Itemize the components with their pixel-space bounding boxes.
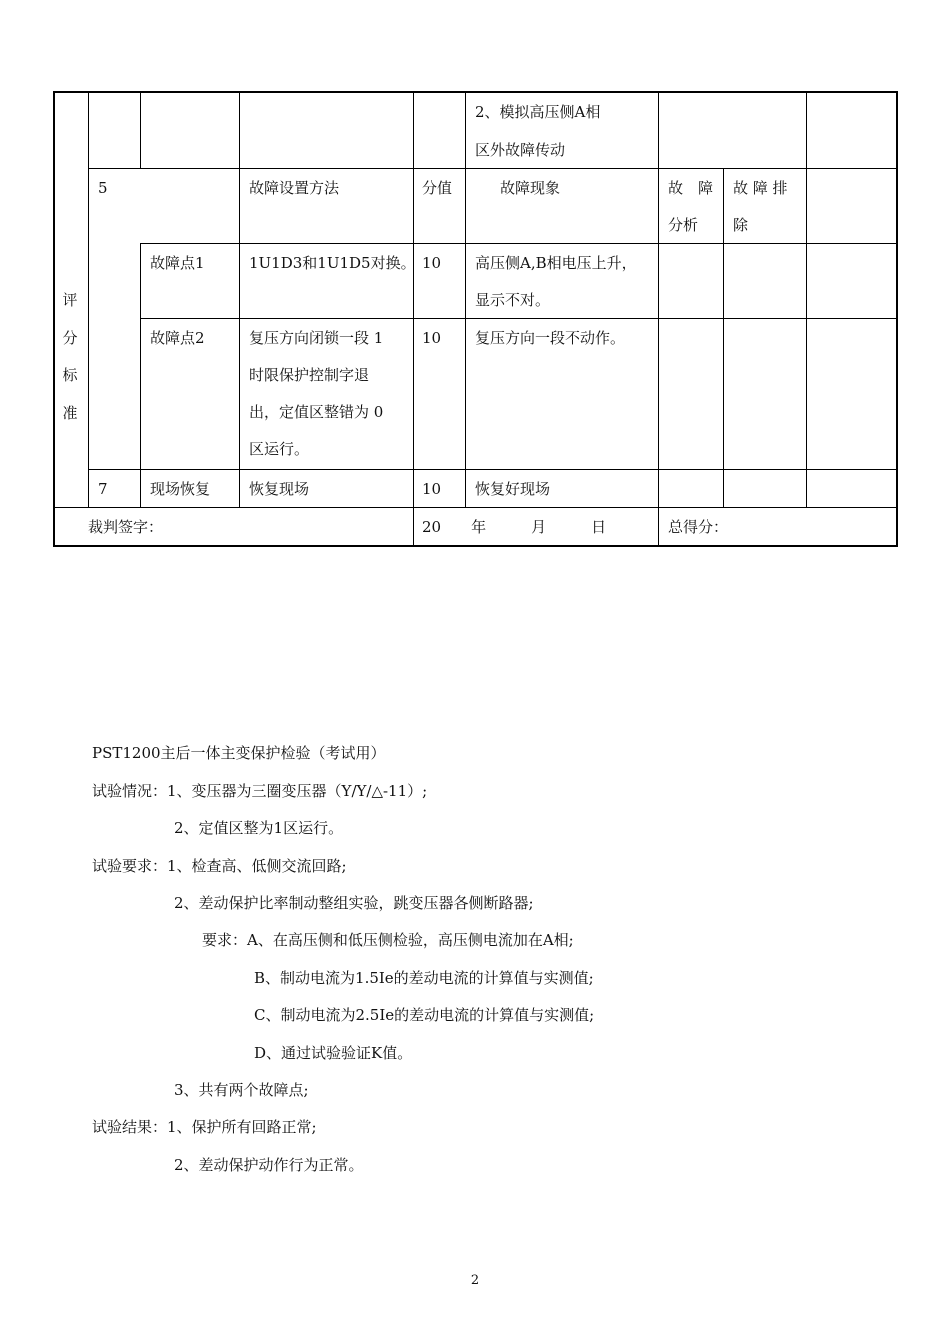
fault-symptom: 高压侧A,B相电压上升， [475,254,637,272]
restore-name: 现场恢复 [150,480,211,498]
restore-score: 10 [422,480,442,498]
col-divider [140,243,141,507]
fault-name: 故障点2 [150,329,205,347]
column-header-symptom: 故障现象 [500,179,561,197]
column-header-removal: 除 [733,216,749,234]
judge-signature-label: 裁判签字： [88,518,164,536]
body-line: D、通过试验验证K值。 [254,1044,413,1062]
body-line: 试验要求：1、检查高、低侧交流回路; [92,857,347,875]
fault-score: 10 [422,254,442,272]
item-number: 5 [98,179,108,197]
item-number: 7 [98,480,108,498]
fault-symptom: 复压方向一段不动作。 [475,329,626,347]
section-label-char: 分 [62,329,78,347]
restore-method: 恢复现场 [249,480,310,498]
body-line: 试验结果：1、保护所有回路正常; [92,1118,317,1136]
column-header-removal: 故 障 排 [733,179,788,197]
column-header-analysis: 故 障 [668,179,714,197]
cell-text: 区外故障传动 [475,141,566,159]
body-line: 2、差动保护比率制动整组实验，跳变压器各侧断路器; [174,894,534,912]
body-line: 要求：A、在高压侧和低压侧检验，高压侧电流加在A相; [202,931,574,949]
fault-method: 1U1D3和1U1D5对换。 [249,254,416,272]
section-label-char: 标 [62,366,78,384]
fault-method: 复压方向闭锁一段 1 [249,329,384,347]
restore-symptom: 恢复好现场 [475,480,551,498]
document-title: PST1200主后一体主变保护检验（考试用） [92,744,386,762]
col-divider [413,91,414,547]
col-divider [658,91,659,547]
col-divider [239,91,240,507]
fault-method: 区运行。 [249,440,310,458]
column-header-analysis: 分析 [668,216,699,234]
body-line: 3、共有两个故障点; [174,1081,309,1099]
body-line: 试验情况：1、变压器为三圈变压器（Y/Y/△-11）; [92,782,428,800]
fault-score: 10 [422,329,442,347]
page-number: 2 [470,1273,480,1288]
body-line: B、制动电流为1.5Ie的差动电流的计算值与实测值; [254,969,594,987]
total-score-label: 总得分： [668,518,729,536]
fault-symptom: 显示不对。 [475,291,551,309]
fault-method: 时限保护控制字退 [249,366,370,384]
col-divider [806,91,807,507]
date-field: 20 年 月 日 [422,518,607,536]
col-divider [88,91,89,507]
cell-text: 2、模拟高压侧A相 [475,103,601,121]
body-line: 2、差动保护动作行为正常。 [174,1156,364,1174]
fault-method: 出，定值区整错为 0 [249,403,384,421]
column-header-score: 分值 [422,179,453,197]
section-label-char: 评 [62,291,78,309]
body-line: C、制动电流为2.5Ie的差动电流的计算值与实测值; [254,1006,595,1024]
column-header-method: 故障设置方法 [249,179,340,197]
col-divider [140,91,141,169]
col-divider [723,169,724,507]
body-line: 2、定值区整为1区运行。 [174,819,344,837]
col-divider [465,91,466,507]
fault-name: 故障点1 [150,254,205,272]
section-label-char: 准 [62,404,78,422]
